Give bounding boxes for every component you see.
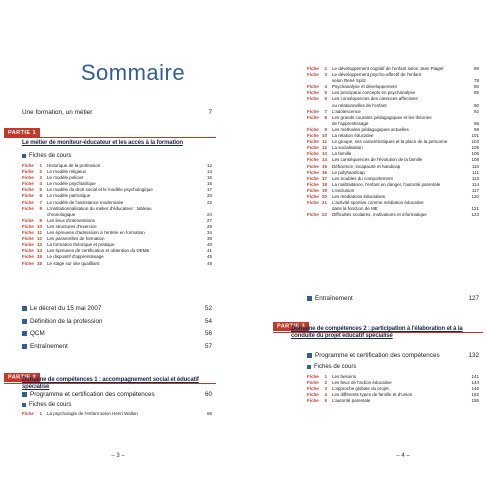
toc-entry-label: Définition de la profession	[30, 317, 103, 325]
fiches-heading: Fiches de cours	[22, 402, 71, 408]
fiche-keyword: Fiche	[22, 242, 34, 248]
toc-entry-training[interactable]: Entraînement 127	[307, 295, 479, 302]
fiche-page: 155	[471, 398, 479, 404]
fiche-keyword: Fiche	[307, 96, 319, 102]
extras-part1	[22, 305, 212, 355]
fiche-keyword: Fiche	[307, 386, 319, 392]
fiche-keyword: Fiche	[307, 139, 319, 145]
toc-entry-extra[interactable]	[22, 330, 212, 337]
toc-entry-label: QCM	[30, 330, 45, 337]
toc-entry-label: Le décret du 15 mai 2007	[30, 305, 102, 312]
fiche-number: 13	[36, 242, 42, 248]
toc-fiche-row[interactable]	[22, 411, 212, 417]
fiches-heading: Fiches de cours	[307, 364, 356, 370]
part-title-1: Le métier de moniteur-éducateur et les accès à la formation	[22, 140, 183, 146]
fiche-keyword: Fiche	[22, 217, 34, 223]
toc-entry-extra[interactable]	[22, 318, 212, 325]
toc-entry-page: 56	[204, 330, 212, 337]
fiche-page: 15	[206, 175, 212, 181]
square-bullet-icon	[307, 353, 312, 358]
fiche-keyword: Fiche	[307, 133, 319, 139]
fiche-number: 7	[39, 199, 42, 205]
fiche-title: Le modèle policier	[47, 175, 84, 181]
fiche-title: Les grands courants pédagogiques et les théories	[332, 114, 432, 120]
fiche-number: 9	[324, 126, 327, 132]
fiche-page: 41	[206, 248, 212, 254]
fiche-keyword: Fiche	[307, 108, 319, 114]
fiche-number: 12	[321, 145, 327, 151]
fiche-title: Historique de la profession	[47, 163, 101, 168]
fiche-keyword: Fiche	[307, 200, 319, 206]
fiche-page: 144	[471, 380, 479, 386]
part-tag: PARTIE 1	[4, 128, 40, 137]
fiche-title: chronologique	[47, 211, 76, 217]
fiche-title: Les troubles du comportement	[332, 175, 393, 181]
fiche-number: 21	[321, 200, 327, 206]
fiche-keyword: Fiche	[307, 374, 319, 379]
fiche-title: La socialisation	[332, 145, 363, 151]
toc-entry-intro[interactable]	[22, 109, 212, 116]
fiche-title: Le dispositif d'apprentissage	[47, 254, 104, 260]
part-tag: PARTIE 3	[273, 322, 309, 331]
fiche-title: L'activité sportive comme médiation éducative	[332, 200, 424, 206]
fiche-number: 6	[39, 193, 42, 199]
fiche-keyword: Fiche	[307, 392, 319, 398]
page-title: Sommaire	[80, 60, 186, 85]
fiche-page: 105	[471, 145, 479, 151]
fiche-keyword: Fiche	[22, 193, 34, 199]
fiche-number: 18	[321, 181, 327, 187]
fiche-title: Les principaux concepts en psychanalyse	[332, 90, 416, 96]
fiche-number: 12	[36, 236, 42, 242]
toc-fiche-row[interactable]	[307, 212, 479, 218]
fiche-page: 146	[471, 386, 479, 392]
fiche-title: selon René Spitz	[332, 78, 367, 84]
fiche-page: 120	[471, 193, 479, 199]
fiche-keyword: Fiche	[307, 66, 319, 71]
fiche-page: 16	[206, 181, 212, 187]
square-bullet-icon	[22, 344, 27, 349]
toc-entry-extra[interactable]	[22, 343, 212, 350]
fiche-number: 4	[324, 84, 327, 90]
fiche-keyword: Fiche	[307, 380, 319, 386]
fiche-number: 8	[324, 114, 327, 120]
square-bullet-icon	[22, 392, 27, 397]
fiche-number: 7	[324, 108, 327, 114]
fiche-page: 69	[473, 66, 479, 71]
toc-entry-page: 57	[204, 342, 212, 350]
fiche-page: 27	[206, 217, 212, 223]
fiche-title: Le polyhandicap	[332, 169, 365, 175]
fiche-title: Psychanalyse et développement	[332, 84, 397, 90]
toc-entry-program[interactable]: Programme et certification des compétences 60	[22, 391, 212, 398]
fiche-page: 103	[471, 139, 479, 145]
fiche-page: 95	[473, 120, 479, 126]
fiche-keyword: Fiche	[22, 411, 34, 416]
fiche-title: La maltraitance, l'enfant en danger, l'autorité parentale	[332, 181, 441, 187]
fiche-page: 20	[206, 193, 212, 199]
fiche-page: 14	[206, 169, 212, 175]
fiche-title: L'institutionnalisation du métier d'éducateur : tableau	[47, 205, 152, 211]
fiche-number: 19	[321, 187, 327, 193]
fiche-keyword: Fiche	[22, 254, 34, 260]
fiche-number: 3	[324, 72, 327, 78]
fiche-keyword: Fiche	[307, 193, 319, 199]
fiche-page: 78	[473, 78, 479, 84]
fiche-page: 22	[206, 199, 212, 205]
toc-entry-page: 7	[208, 109, 212, 116]
fiche-page: 80	[473, 84, 479, 90]
fiche-page: 152	[471, 392, 479, 398]
fiche-number: 10	[36, 223, 42, 229]
fiche-page: 141	[471, 374, 479, 379]
fiche-page: 39	[206, 236, 212, 242]
toc-entry-page: 54	[204, 317, 212, 325]
square-bullet-icon	[22, 319, 27, 324]
fiche-number: 11	[322, 139, 327, 145]
fiche-title: Les différents types de famille et d'union	[332, 392, 413, 398]
fiche-title: Les épreuves d'admission à l'entrée en formation	[47, 230, 145, 236]
fiche-title: dans la fonction de ME	[332, 206, 378, 212]
fiche-page: 66	[206, 411, 212, 416]
fiche-page: 114	[471, 181, 479, 187]
fiche-keyword: Fiche	[307, 398, 319, 404]
fiche-number: 15	[36, 254, 42, 260]
fiche-title: Le développement psycho-affectif de l'enfant	[332, 72, 422, 78]
fiche-page: 29	[206, 223, 212, 229]
fiche-number: 14	[36, 248, 42, 254]
part-title-2: Domaine de compétences 1 : accompagnement social et éducatif spécialisé	[22, 377, 199, 390]
right-page	[243, 0, 486, 486]
fiche-number: 10	[321, 133, 327, 139]
fiche-page: 24	[206, 211, 212, 217]
fiche-keyword: Fiche	[307, 90, 319, 96]
fiche-keyword: Fiche	[22, 175, 34, 181]
fiche-number: 22	[321, 212, 327, 218]
fiche-number: 1	[324, 374, 327, 379]
fiche-title: Les méthodes pédagogiques actuelles	[332, 126, 409, 132]
fiche-list-part2	[22, 411, 212, 417]
fiche-number: 9	[39, 217, 42, 223]
fiche-keyword: Fiche	[22, 199, 34, 205]
fiche-title: Déficience, incapacité et handicap	[332, 163, 401, 169]
toc-entry-label: Une formation, un métier	[22, 109, 93, 116]
part-tag: PARTIE 2	[4, 373, 40, 382]
square-bullet-icon	[22, 306, 27, 311]
fiche-page: 106	[471, 151, 479, 157]
fiche-keyword: Fiche	[307, 187, 319, 193]
fiche-title: Les conséquences des carences affectives	[332, 96, 418, 102]
fiche-number: 3	[324, 386, 327, 392]
fiche-title: Le stage sur site qualifiant	[47, 260, 100, 266]
fiche-number: 2	[39, 169, 42, 175]
fiche-list-part2-cont	[307, 66, 479, 218]
square-bullet-icon	[22, 331, 27, 336]
fiche-number: 5	[39, 187, 42, 193]
fiche-title: La formation théorique et pratique	[47, 242, 115, 248]
fiche-page: 98	[473, 126, 479, 132]
fiche-title: Les conséquences de l'évolution de la famille	[332, 157, 423, 163]
fiche-page: 108	[471, 157, 479, 163]
fiche-title: Le modèle psychiatrique	[47, 181, 96, 187]
fiche-title: La relation éducative	[332, 133, 374, 139]
fiche-keyword: Fiche	[22, 248, 34, 254]
fiche-page: 40	[206, 242, 212, 248]
fiche-keyword: Fiche	[22, 169, 34, 175]
fiche-keyword: Fiche	[22, 223, 34, 229]
fiche-keyword: Fiche	[307, 169, 319, 175]
fiche-title: de l'apprentissage	[332, 120, 369, 126]
page-number: – 3 –	[111, 453, 125, 459]
fiche-number: 4	[324, 392, 327, 398]
fiche-number: 8	[39, 205, 42, 211]
fiche-page: 117	[471, 187, 479, 193]
fiche-number: 17	[321, 175, 327, 181]
fiche-title: Le modèle patriotique	[47, 193, 91, 199]
fiche-keyword: Fiche	[307, 212, 319, 218]
toc-entry-page: 52	[204, 305, 212, 312]
fiche-page: 49	[206, 260, 212, 266]
fiche-number: 5	[324, 90, 327, 96]
fiche-title: ou relationnelles de l'enfant	[332, 102, 387, 108]
fiche-title: Les passerelles de formation	[47, 236, 105, 242]
fiche-number: 11	[37, 230, 42, 236]
fiche-page: 111	[472, 169, 479, 175]
fiche-page: 110	[471, 163, 479, 169]
fiche-keyword: Fiche	[22, 187, 34, 193]
fiche-number: 15	[321, 163, 327, 169]
square-bullet-icon	[22, 403, 26, 407]
fiche-number: 16	[36, 260, 42, 266]
fiche-number: 5	[324, 398, 327, 404]
divider	[4, 137, 216, 138]
fiche-title: La psychologie de l'enfant selon Henri Wallon	[47, 411, 138, 416]
fiche-title: Le modèle religieux	[47, 169, 87, 175]
toc-fiche-row[interactable]	[22, 261, 212, 267]
toc-entry-label: Entraînement	[30, 342, 68, 350]
fiche-page: 112	[471, 175, 479, 181]
fiche-number: 4	[39, 181, 42, 187]
fiche-number: 2	[324, 380, 327, 386]
square-bullet-icon	[22, 154, 26, 158]
fiche-title: Les structures d'exercice	[47, 223, 97, 229]
fiche-title: Le modèle du droit social et le modèle psychologique	[47, 187, 153, 193]
fiche-title: Le développement cognitif de l'enfant selon Jean Piaget	[332, 66, 444, 71]
fiche-page: 12	[206, 163, 212, 168]
fiche-keyword: Fiche	[307, 72, 319, 78]
fiche-page: 34	[206, 230, 212, 236]
fiche-keyword: Fiche	[22, 181, 34, 187]
fiche-page: 121	[471, 206, 479, 212]
fiche-number: 6	[324, 96, 327, 102]
fiche-keyword: Fiche	[22, 205, 34, 211]
fiche-title: L'adolescence	[332, 108, 361, 114]
fiche-number: 2	[324, 66, 327, 71]
fiche-list-part3	[307, 374, 479, 404]
fiche-title: L'exclusion	[332, 187, 355, 193]
fiche-keyword: Fiche	[307, 145, 319, 151]
fiche-keyword: Fiche	[22, 236, 34, 242]
fiche-title: Le modèle de l'assistance modernisée	[47, 199, 124, 205]
fiche-title: Le groupe, ses caractéristiques et la place de la personne	[332, 139, 448, 145]
fiche-keyword: Fiche	[307, 84, 319, 90]
fiche-number: 13	[321, 151, 327, 157]
fiche-number: 3	[39, 175, 42, 181]
fiche-number: 1	[39, 163, 42, 168]
fiche-number: 1	[39, 411, 42, 416]
fiche-title: Difficultés scolaires, motivations et informatique	[332, 212, 427, 218]
fiche-number: 14	[321, 157, 327, 163]
square-bullet-icon	[307, 296, 312, 301]
fiche-page: 92	[473, 108, 479, 114]
toc-entry-extra[interactable]	[22, 305, 212, 312]
fiches-heading: Fiches de cours	[22, 153, 71, 159]
fiche-number: 20	[321, 193, 327, 199]
fiche-page: 101	[471, 133, 479, 139]
fiche-keyword: Fiche	[307, 151, 319, 157]
fiche-page: 85	[473, 90, 479, 96]
fiche-page: 45	[206, 254, 212, 260]
fiche-keyword: Fiche	[307, 157, 319, 163]
fiche-title: Les besoins	[332, 374, 357, 379]
toc-fiche-row[interactable]	[307, 398, 479, 404]
fiche-title: L'approche globale du projet	[332, 386, 389, 392]
fiche-keyword: Fiche	[307, 163, 319, 169]
part-header-1	[4, 128, 216, 138]
fiche-list-part1	[22, 163, 212, 267]
part-title-3: Domaine de compétences 2 : participation à l'élaboration et à la conduite du projet éducatif spécialisé	[291, 326, 463, 339]
fiche-title: La famille	[332, 151, 352, 157]
fiche-title: L'autorité parentale	[332, 398, 371, 404]
fiche-number: 16	[321, 169, 327, 175]
fiche-page: 90	[473, 102, 479, 108]
fiche-keyword: Fiche	[22, 260, 34, 266]
fiche-title: Les lieux de l'action éducative	[332, 380, 392, 386]
fiche-keyword: Fiche	[22, 230, 34, 236]
fiche-keyword: Fiche	[307, 126, 319, 132]
fiche-title: Les lieux d'interventions	[47, 217, 95, 223]
square-bullet-icon	[307, 365, 311, 369]
fiche-title: Les médiations éducatives	[332, 193, 386, 199]
fiche-page: 123	[471, 212, 479, 218]
fiche-keyword: Fiche	[307, 181, 319, 187]
fiche-page: 17	[206, 187, 212, 193]
fiche-keyword: Fiche	[22, 163, 34, 168]
fiche-keyword: Fiche	[307, 114, 319, 120]
fiche-keyword: Fiche	[307, 175, 319, 181]
page-number: – 4 –	[396, 453, 410, 459]
toc-entry-program[interactable]: Programme et certification des compétences 132	[307, 352, 479, 359]
fiche-title: Les épreuves de certification et obtention du DEME	[47, 248, 150, 254]
